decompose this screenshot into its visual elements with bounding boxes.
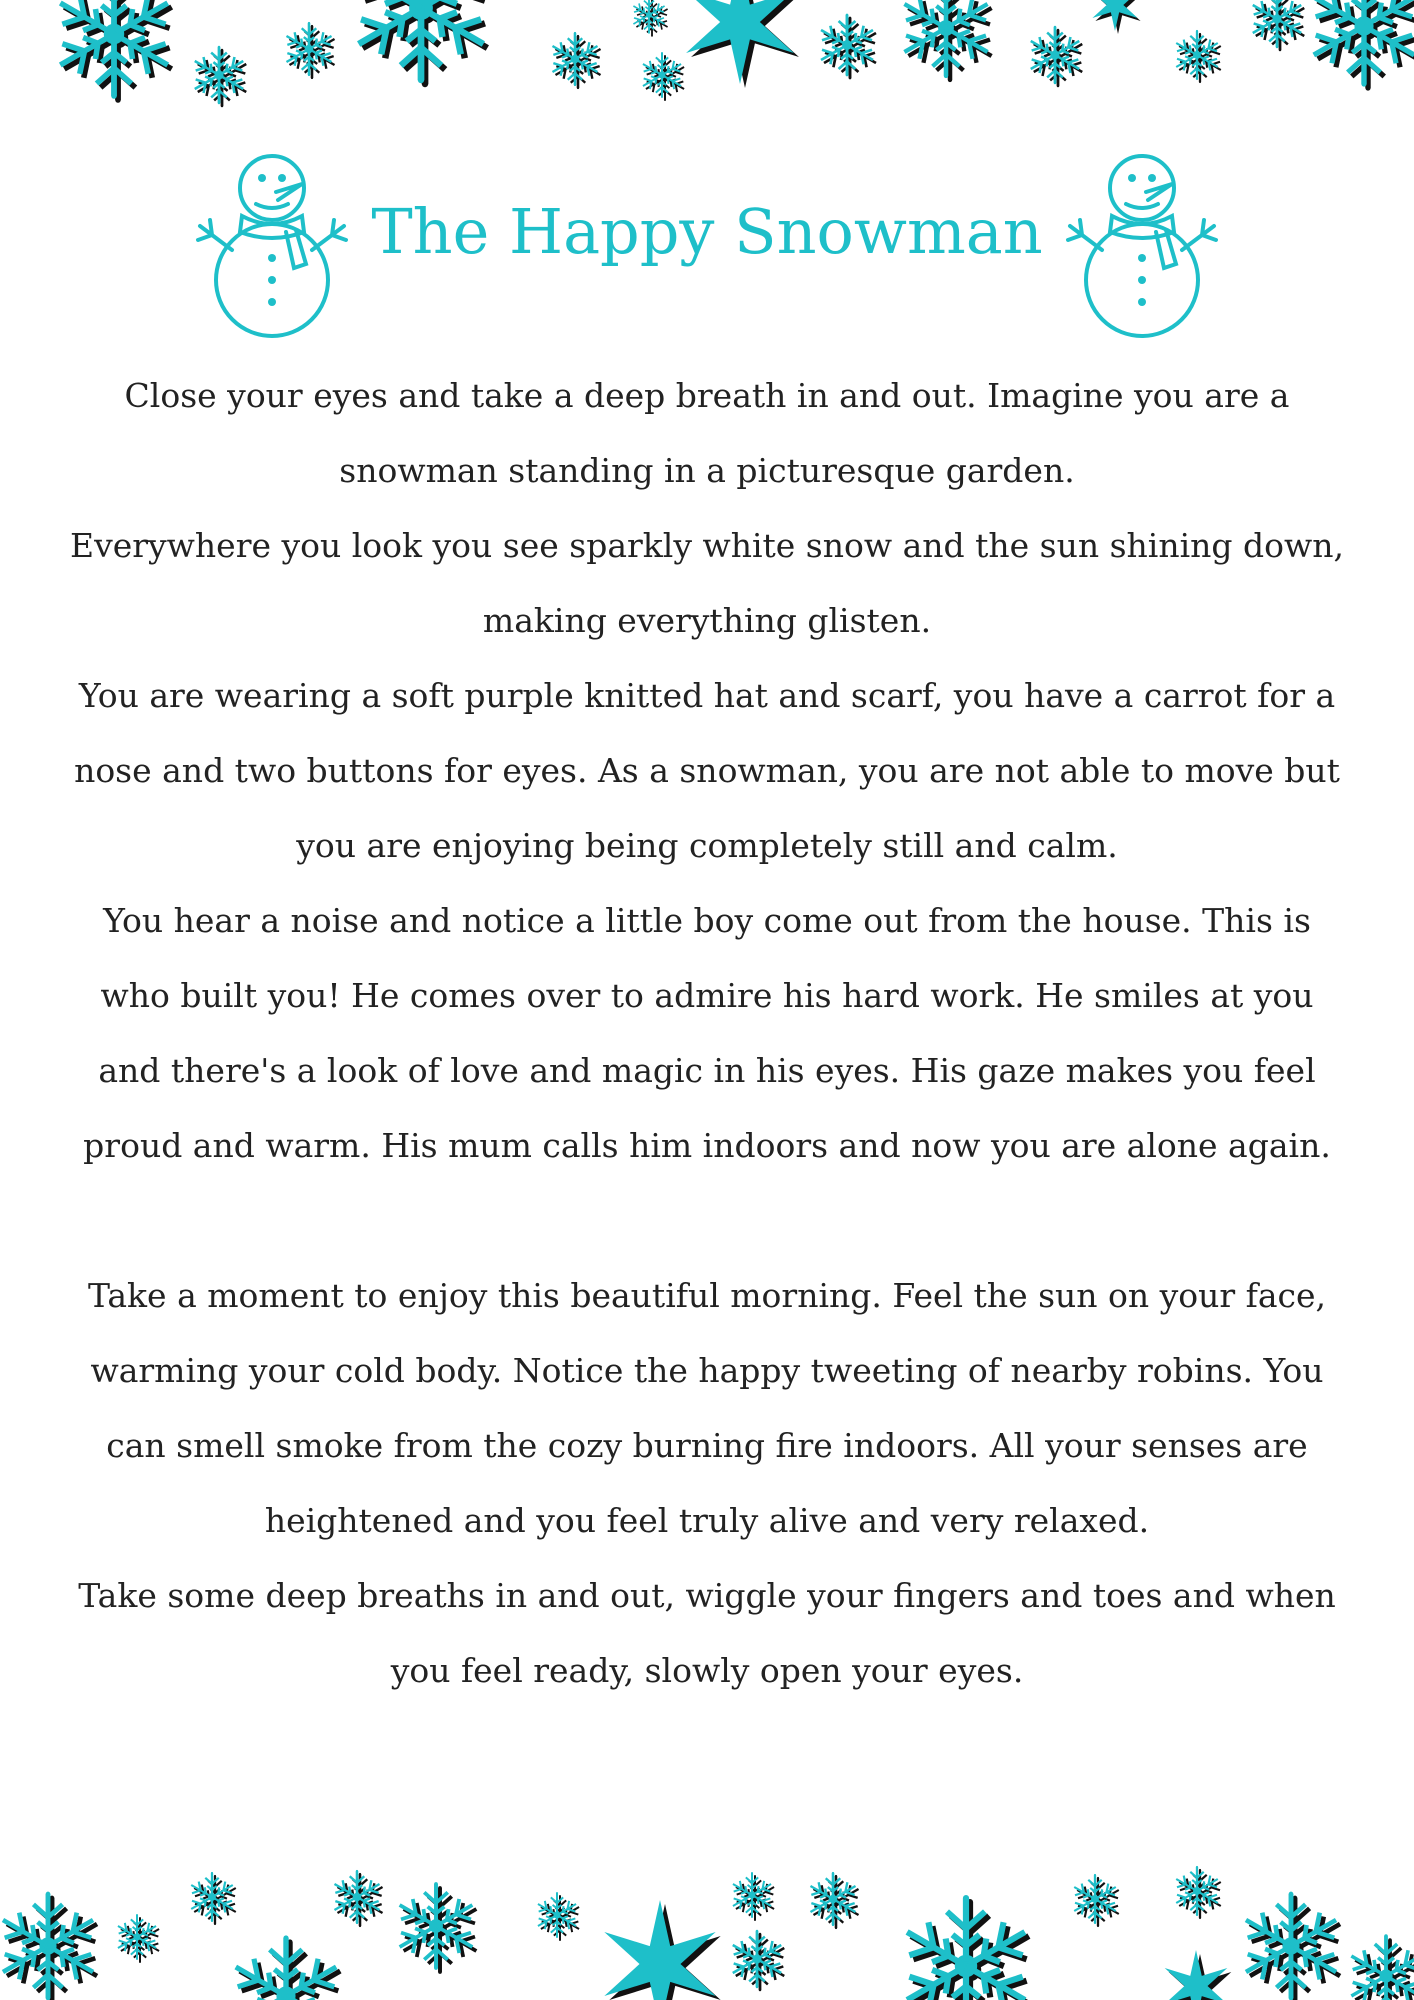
paragraph: Take a moment to enjoy this beautiful morning. Feel the sun on your face, warming your cold body. Notice the happy tweeting of nearby robins. You can smell smoke from the cozy burning fire indoors. All your senses are heightened and you feel truly alive and very relaxed. [87, 1276, 1327, 1540]
paragraph: Everywhere you look you see sparkly white snow and the sun shining down, making everything glisten. [70, 526, 1344, 640]
paragraph: You hear a noise and notice a little boy come out from the house. This is who built you! He comes over to admire his hard work. He smiles at you and there's a look of love and magic in his eyes. His gaze makes you feel proud and warm. His mum calls him indoors and now you are alone again. [83, 901, 1331, 1165]
snowman-icon [192, 140, 352, 340]
story-text [70, 358, 1344, 1708]
snowflake-border-top [0, 0, 1414, 110]
page-title: The Happy Snowman [371, 195, 1043, 268]
snowman-icon [1062, 140, 1222, 340]
paragraph: Close your eyes and take a deep breath in and out. Imagine you are a snowman standing in a picturesque garden. [124, 376, 1290, 490]
header [0, 140, 1414, 340]
snowflake-border-bottom [0, 1850, 1414, 2000]
paragraph-spacer [70, 1183, 1344, 1258]
paragraph: Take some deep breaths in and out, wiggle your fingers and toes and when you feel ready, slowly open your eyes. [78, 1576, 1336, 1690]
paragraph: You are wearing a soft purple knitted hat and scarf, you have a carrot for a nose and two buttons for eyes. As a snowman, you are not able to move but you are enjoying being completely still and calm. [74, 676, 1340, 865]
